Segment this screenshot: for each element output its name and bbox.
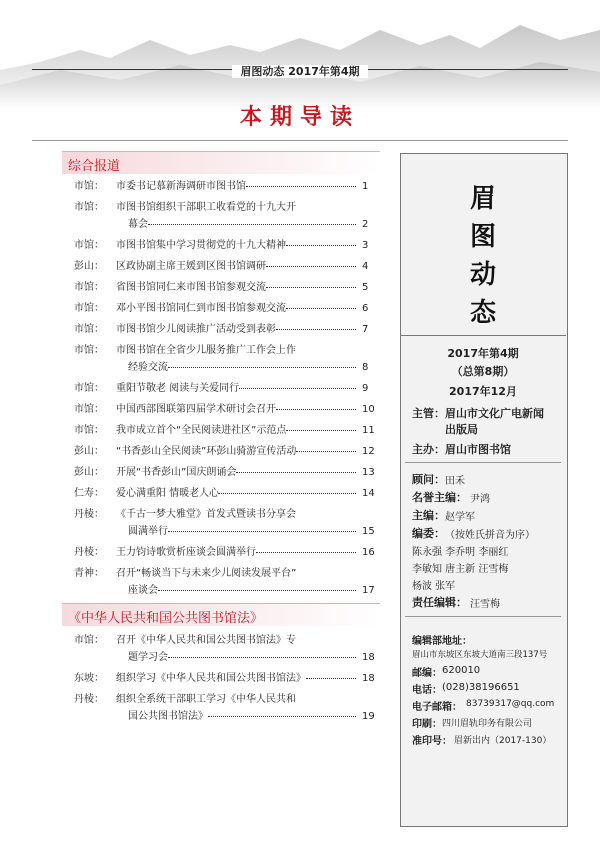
toc-entry-title: 我市成立首个“全民阅读进社区”示范点 (116, 425, 287, 436)
mountain-header-graphic (0, 0, 600, 110)
editor-label: 主编： (412, 509, 445, 522)
toc-entry-source: 彭山： (74, 261, 104, 272)
toc-entry (62, 464, 382, 485)
toc-entry-source: 丹棱： (74, 509, 104, 520)
toc-entry (62, 279, 382, 300)
committee-label: 编委： (412, 527, 445, 540)
toc-list-comprehensive (62, 178, 382, 603)
page-title: 本期导读 (239, 105, 360, 130)
title-rule (32, 140, 568, 141)
toc-entry-source: 市馆： (74, 425, 104, 436)
toc-list-library-law (62, 632, 382, 729)
responsible-editor-label: 责任编辑： (412, 596, 467, 609)
toc-entry-title: 圆满举行 (128, 526, 168, 537)
host-label: 主办： (412, 443, 445, 456)
advisor-label: 顾问： (412, 473, 445, 486)
toc-entry-page: 2 (362, 219, 369, 230)
toc-entry-page: 8 (362, 362, 369, 373)
toc-entry-title: 组织全系统干部职工学习《中华人民共和 (116, 694, 296, 705)
toc-entry (62, 544, 382, 565)
postcode-label: 邮编： (412, 668, 442, 679)
masthead-title-char: 眉 (469, 184, 496, 214)
toc-entry (62, 321, 382, 342)
toc-leader-dots (266, 287, 356, 288)
toc-entry-source: 丹棱： (74, 694, 104, 705)
address-value: 眉山市东坡区东坡大道南三段137号 (412, 650, 548, 660)
toc-entry (62, 342, 382, 380)
toc-entry-source: 市馆： (74, 345, 104, 356)
honorary-editor-label: 名誉主编： (412, 491, 467, 504)
masthead-title-char: 动 (469, 260, 496, 290)
host-value: 眉山市图书馆 (445, 443, 511, 456)
toc-entry-source: 市馆： (74, 181, 104, 192)
section-heading-comprehensive: 综合报道 (62, 151, 380, 174)
toc-leader-dots (306, 678, 356, 679)
printer-value: 四川眉轨印务有限公司 (442, 719, 533, 729)
total-issue: （总第8期） (451, 365, 515, 378)
toc-entry (62, 506, 382, 544)
advisor-value: 田禾 (445, 476, 465, 487)
toc-entry-title: 市图书馆组织干部职工收看党的十九大开 (116, 202, 296, 213)
toc-entry-page: 9 (362, 383, 369, 394)
toc-entry-page: 18 (362, 673, 375, 684)
toc-entry-page: 6 (362, 303, 369, 314)
toc-entry-title: 召开“畅谈当下与未来少儿阅读发展平台” (116, 568, 297, 579)
committee-row: 杨波 张军 (412, 581, 456, 592)
toc-entry-source: 彭山： (74, 467, 104, 478)
toc-entry-source: 彭山： (74, 446, 104, 457)
toc-entry (62, 300, 382, 321)
toc-entry-title: 组织学习《中华人民共和国公共图书馆法》 (116, 673, 306, 684)
toc-entry (62, 443, 382, 464)
toc-entry-title: 爱心满重阳 情暖老人心 (116, 488, 220, 499)
phone-label: 电话： (412, 685, 442, 696)
toc-leader-dots (286, 308, 356, 309)
toc-leader-dots (219, 493, 356, 494)
toc-entry-source: 丹棱： (74, 547, 104, 558)
toc-entry-source: 仁寿： (74, 488, 104, 499)
toc-entry (62, 199, 382, 237)
toc-entry-page: 14 (362, 488, 375, 499)
toc-leader-dots (286, 245, 356, 246)
toc-entry-source: 市馆： (74, 635, 104, 646)
toc-entry-title: 《千古一梦大雅堂》首发式暨读书分享会 (116, 509, 296, 520)
toc-entry-page: 11 (362, 425, 375, 436)
toc-entry-title: 市图书馆集中学习贯彻党的十九大精神 (116, 240, 286, 251)
toc-leader-dots (236, 472, 356, 473)
toc-entry (62, 670, 382, 691)
phone-value: (028)38196651 (442, 682, 520, 693)
toc-entry-source: 东坡： (74, 673, 104, 684)
toc-leader-dots (286, 430, 356, 431)
permit-label: 准印号： (412, 736, 452, 747)
toc-entry-title: 重阳节敬老 阅读与关爱同行 (116, 383, 240, 394)
toc-entry-source: 市馆： (74, 404, 104, 415)
toc-entry-title: 题学习会 (128, 652, 168, 663)
toc-entry-source: 市馆： (74, 282, 104, 293)
section-heading-library-law: 《中华人民共和国公共图书馆法》 (62, 603, 380, 626)
postcode-value: 620010 (442, 665, 481, 676)
toc-entry-page: 19 (362, 711, 375, 722)
toc-entry (62, 237, 382, 258)
issue-date: 2017年12月 (449, 385, 517, 398)
toc-entry-page: 18 (362, 652, 375, 663)
toc-entry-title: 省图书馆同仁来市图书馆参观交流 (116, 282, 266, 293)
toc-leader-dots (276, 409, 356, 410)
toc-entry (62, 691, 382, 729)
toc-entry-title: 王力钧诗歌赏析座谈会圆满举行 (116, 547, 256, 558)
masthead-divider (405, 462, 561, 463)
toc-entry-page: 10 (362, 404, 375, 415)
toc-leader-dots (239, 388, 356, 389)
printer-label: 印刷： (412, 719, 442, 730)
toc-entry-title: 经验交流 (128, 362, 168, 373)
permit-value: 眉新出内（2017-130） (454, 736, 552, 746)
masthead-divider (405, 616, 561, 617)
toc-entry (62, 632, 382, 670)
email-label: 电子邮箱： (412, 702, 462, 713)
toc-entry-title: 国公共图书馆法》 (128, 711, 208, 722)
toc-entry-page: 12 (362, 446, 375, 457)
toc-entry-title: 区政协副主席王媛到区图书馆调研 (116, 261, 266, 272)
toc-entry-page: 13 (362, 467, 375, 478)
sponsor-label: 主管： (412, 407, 445, 420)
toc-leader-dots (266, 266, 356, 267)
toc-leader-dots (168, 531, 356, 532)
issue-number: 2017年第4期 (447, 347, 519, 360)
committee-note: （按姓氏拼音为序） (445, 530, 535, 541)
honorary-editor-value: 尹鸿 (470, 494, 490, 505)
toc-entry-source: 市馆： (74, 303, 104, 314)
toc-entry (62, 380, 382, 401)
toc-entry-page: 16 (362, 547, 375, 558)
toc-entry-source: 市馆： (74, 324, 104, 335)
toc-leader-dots (276, 329, 356, 330)
toc-leader-dots (168, 367, 356, 368)
toc-entry-title: 市委书记慕新海调研市图书馆 (116, 181, 246, 192)
toc-entry (62, 485, 382, 506)
toc-entry-source: 市馆： (74, 202, 104, 213)
toc-leader-dots (158, 590, 356, 591)
toc-entry-source: 市馆： (74, 240, 104, 251)
toc-entry-title: 市图书馆少儿阅读推广活动受到表彰 (116, 324, 276, 335)
toc-entry (62, 401, 382, 422)
toc-leader-dots (148, 224, 356, 225)
toc-entry (62, 565, 382, 603)
running-header: 眉图动态 2017年第4期 (0, 60, 600, 79)
toc-entry (62, 258, 382, 279)
toc-entry-page: 5 (362, 282, 369, 293)
toc-entry (62, 422, 382, 443)
toc-entry-source: 青神： (74, 568, 104, 579)
toc-entry-title: 开展“书香彭山”国庆朗诵会 (116, 467, 237, 478)
toc-leader-dots (296, 451, 356, 452)
toc-leader-dots (168, 657, 356, 658)
toc-entry-page: 1 (362, 181, 369, 192)
toc-entry-title: 中国西部图联第四届学术研讨会召开 (116, 404, 276, 415)
toc-leader-dots (256, 552, 356, 553)
responsible-editor-value: 汪雪梅 (470, 599, 500, 610)
email-value: 83739317@qq.com (466, 699, 555, 709)
toc-entry-title: 召开《中华人民共和国公共图书馆法》专 (116, 635, 296, 646)
toc-entry-page: 3 (362, 240, 369, 251)
toc-entry-title: 幕会 (128, 219, 148, 230)
sponsor-value: 出版局 (445, 423, 478, 436)
address-label: 编辑部地址： (412, 636, 472, 647)
toc-entry (62, 178, 382, 199)
toc-entry-page: 7 (362, 324, 369, 335)
toc-entry-title: “书香彭山全民阅读”环彭山骑游宣传活动 (116, 446, 297, 457)
toc-entry-title: 邓小平图书馆同仁到市图书馆参观交流 (116, 303, 286, 314)
masthead-title-char: 态 (469, 298, 496, 328)
committee-row: 陈永强 李乔明 李丽红 (412, 547, 509, 558)
masthead-title-char: 图 (469, 222, 496, 252)
editor-value: 赵学军 (445, 512, 475, 523)
toc-entry-page: 17 (362, 585, 375, 596)
toc-leader-dots (246, 186, 356, 187)
toc-entry-title: 座谈会 (128, 585, 158, 596)
sponsor-value: 眉山市文化广电新闻 (445, 407, 544, 420)
toc-entry-source: 市馆： (74, 383, 104, 394)
committee-row: 李敏知 唐主新 汪雪梅 (412, 564, 509, 575)
toc-entry-title: 市图书馆在全省少儿服务推广工作会上作 (116, 345, 296, 356)
toc-entry-page: 4 (362, 261, 369, 272)
toc-leader-dots (208, 716, 356, 717)
toc-entry-page: 15 (362, 526, 375, 537)
